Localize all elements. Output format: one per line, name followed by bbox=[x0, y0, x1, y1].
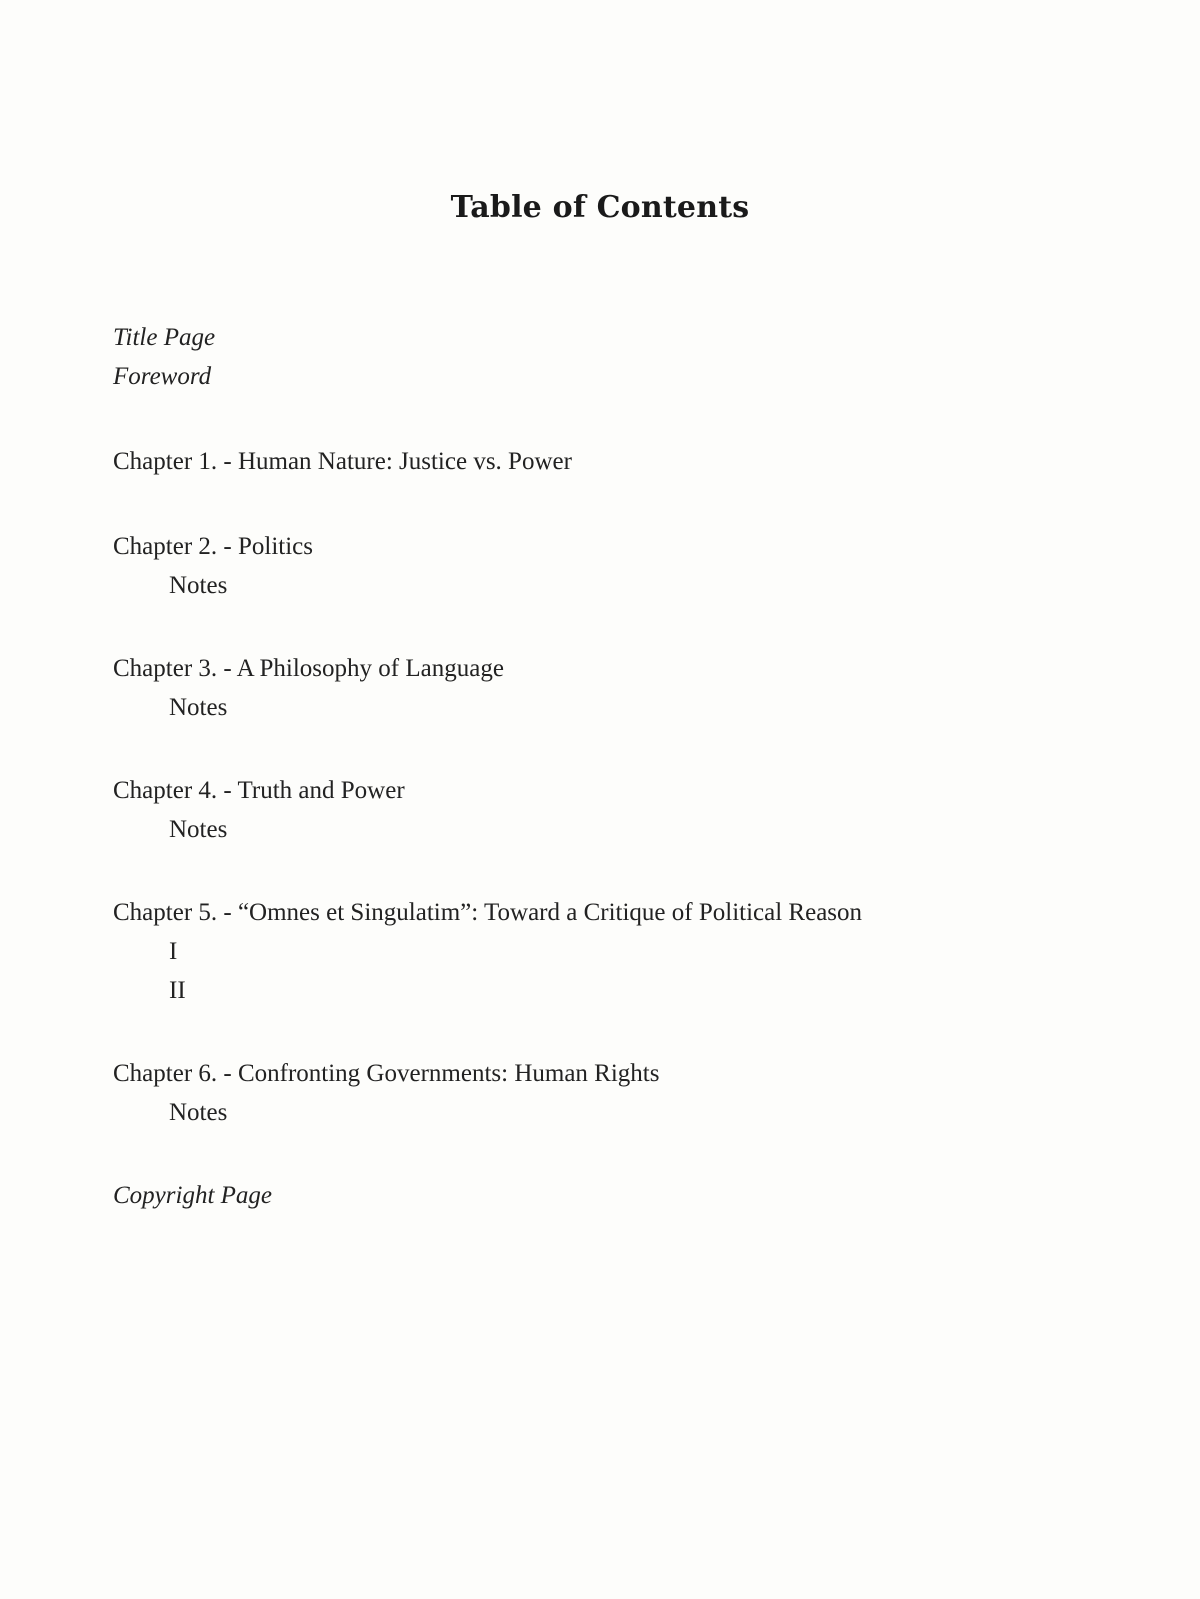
toc-link-chapter-6-notes[interactable]: Notes bbox=[169, 1099, 228, 1126]
toc-spacer bbox=[113, 727, 1113, 771]
toc-link-copyright-page[interactable]: Copyright Page bbox=[113, 1182, 273, 1209]
toc-link-foreword[interactable]: Foreword bbox=[113, 363, 212, 390]
toc-link-chapter-4[interactable]: Chapter 4. - Truth and Power bbox=[113, 777, 405, 804]
toc-list bbox=[113, 318, 1113, 1215]
toc-spacer bbox=[113, 849, 1113, 893]
toc-link-chapter-5-part-ii[interactable]: II bbox=[169, 977, 186, 1004]
toc-link-chapter-4-notes[interactable]: Notes bbox=[169, 816, 228, 843]
page-title: Table of Contents bbox=[450, 190, 750, 225]
toc-link-chapter-5[interactable]: Chapter 5. - “Omnes et Singulatim”: Toward a Critique of Political Reason bbox=[113, 899, 863, 926]
toc-link-chapter-3[interactable]: Chapter 3. - A Philosophy of Language bbox=[113, 655, 504, 682]
toc-link-chapter-6[interactable]: Chapter 6. - Confronting Governments: Human Rights bbox=[113, 1060, 660, 1087]
toc-link-chapter-1[interactable]: Chapter 1. - Human Nature: Justice vs. Power bbox=[113, 448, 572, 475]
toc-spacer bbox=[113, 481, 1113, 527]
toc-link-chapter-3-notes[interactable]: Notes bbox=[169, 694, 228, 721]
toc-link-chapter-5-part-i[interactable]: I bbox=[169, 938, 178, 965]
toc-link-title-page[interactable]: Title Page bbox=[113, 324, 216, 351]
toc-spacer bbox=[113, 396, 1113, 442]
toc-link-chapter-2-notes[interactable]: Notes bbox=[169, 572, 228, 599]
toc-spacer bbox=[113, 1132, 1113, 1176]
toc-link-chapter-2[interactable]: Chapter 2. - Politics bbox=[113, 533, 313, 560]
toc-spacer bbox=[113, 605, 1113, 649]
toc-spacer bbox=[113, 1010, 1113, 1054]
